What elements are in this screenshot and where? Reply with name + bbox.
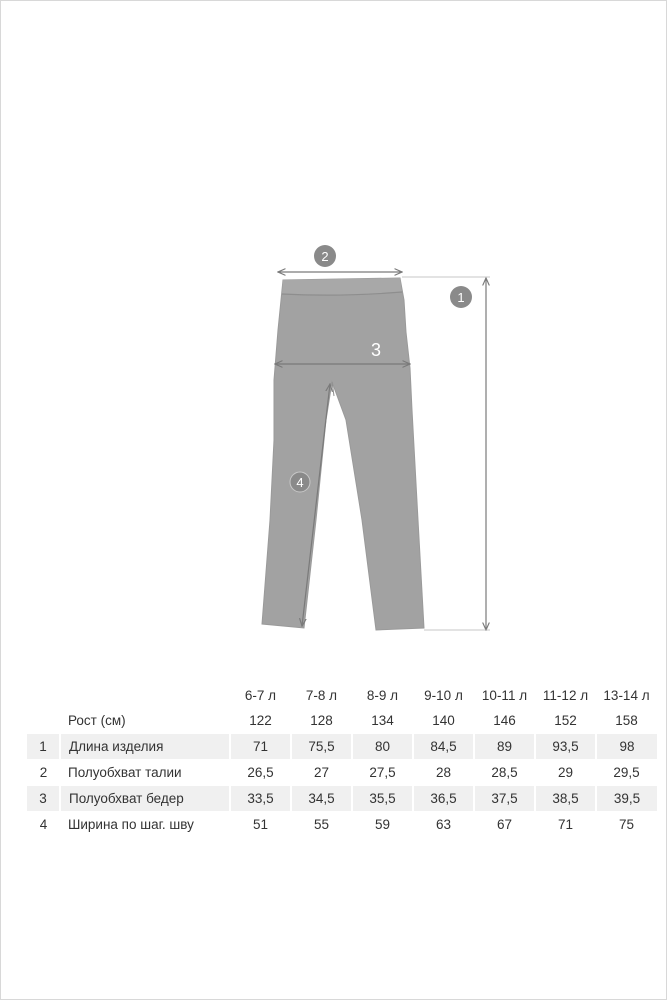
svg-text:2: 2 [321, 249, 329, 264]
row-label: Рост (см) [68, 713, 126, 728]
cell: 93,5 [535, 734, 596, 760]
cell: 75,5 [291, 734, 352, 760]
cell: 59 [374, 817, 391, 832]
badge-4 [290, 472, 310, 492]
row-index [27, 708, 60, 734]
svg-text:4: 4 [296, 475, 304, 490]
cell: 80 [352, 734, 413, 760]
size-header: 8-9 л [366, 687, 399, 703]
waistband [282, 278, 402, 295]
cell: 29,5 [613, 765, 640, 780]
badge-3 [371, 340, 381, 360]
size-header: 10-11 л [481, 687, 528, 703]
cell: 39,5 [596, 786, 657, 812]
row-index: 2 [39, 765, 48, 780]
cell: 152 [554, 713, 577, 728]
size-header: 11-12 л [542, 687, 589, 703]
cell: 71 [557, 817, 574, 832]
badge-2 [314, 245, 336, 267]
cell: 89 [474, 734, 535, 760]
cell: 140 [432, 713, 455, 728]
cell: 55 [313, 817, 330, 832]
size-header: 9-10 л [424, 687, 463, 703]
height-row [27, 708, 657, 734]
cell: 158 [615, 713, 638, 728]
table-row [27, 734, 657, 760]
table-row [27, 760, 657, 786]
cell: 51 [252, 817, 269, 832]
cell: 35,5 [352, 786, 413, 812]
size-header: 6-7 л [244, 687, 277, 703]
size-header: 13-14 л [603, 687, 650, 703]
cell: 146 [493, 713, 516, 728]
cell: 28 [435, 765, 452, 780]
cell: 71 [230, 734, 291, 760]
cell: 98 [596, 734, 657, 760]
table-row [27, 786, 657, 812]
cell: 26,5 [247, 765, 274, 780]
cell: 38,5 [535, 786, 596, 812]
svg-text:1: 1 [457, 290, 465, 305]
cell: 128 [310, 713, 333, 728]
size-header-row [27, 682, 657, 708]
cell: 63 [435, 817, 452, 832]
row-index: 3 [27, 786, 60, 812]
cell: 33,5 [230, 786, 291, 812]
row-index: 4 [39, 817, 48, 832]
row-label: Полуобхват талии [68, 765, 182, 780]
row-label: Полуобхват бедер [60, 786, 230, 812]
badge-1 [450, 286, 472, 308]
cell: 84,5 [413, 734, 474, 760]
leggings-silhouette [262, 278, 424, 630]
cell: 134 [371, 713, 394, 728]
row-label: Длина изделия [60, 734, 230, 760]
table-row [27, 812, 657, 838]
row-label: Ширина по шаг. шву [68, 817, 194, 832]
cell: 37,5 [474, 786, 535, 812]
cell: 67 [496, 817, 513, 832]
size-chart-table [27, 682, 657, 837]
cell: 29 [557, 765, 574, 780]
cell: 75 [618, 817, 635, 832]
cell: 36,5 [413, 786, 474, 812]
svg-text:3: 3 [370, 340, 382, 360]
size-header: 7-8 л [305, 687, 338, 703]
row-index: 1 [27, 734, 60, 760]
cell: 27 [313, 765, 330, 780]
cell: 34,5 [291, 786, 352, 812]
cell: 28,5 [491, 765, 518, 780]
cell: 122 [249, 713, 272, 728]
cell: 27,5 [369, 765, 396, 780]
